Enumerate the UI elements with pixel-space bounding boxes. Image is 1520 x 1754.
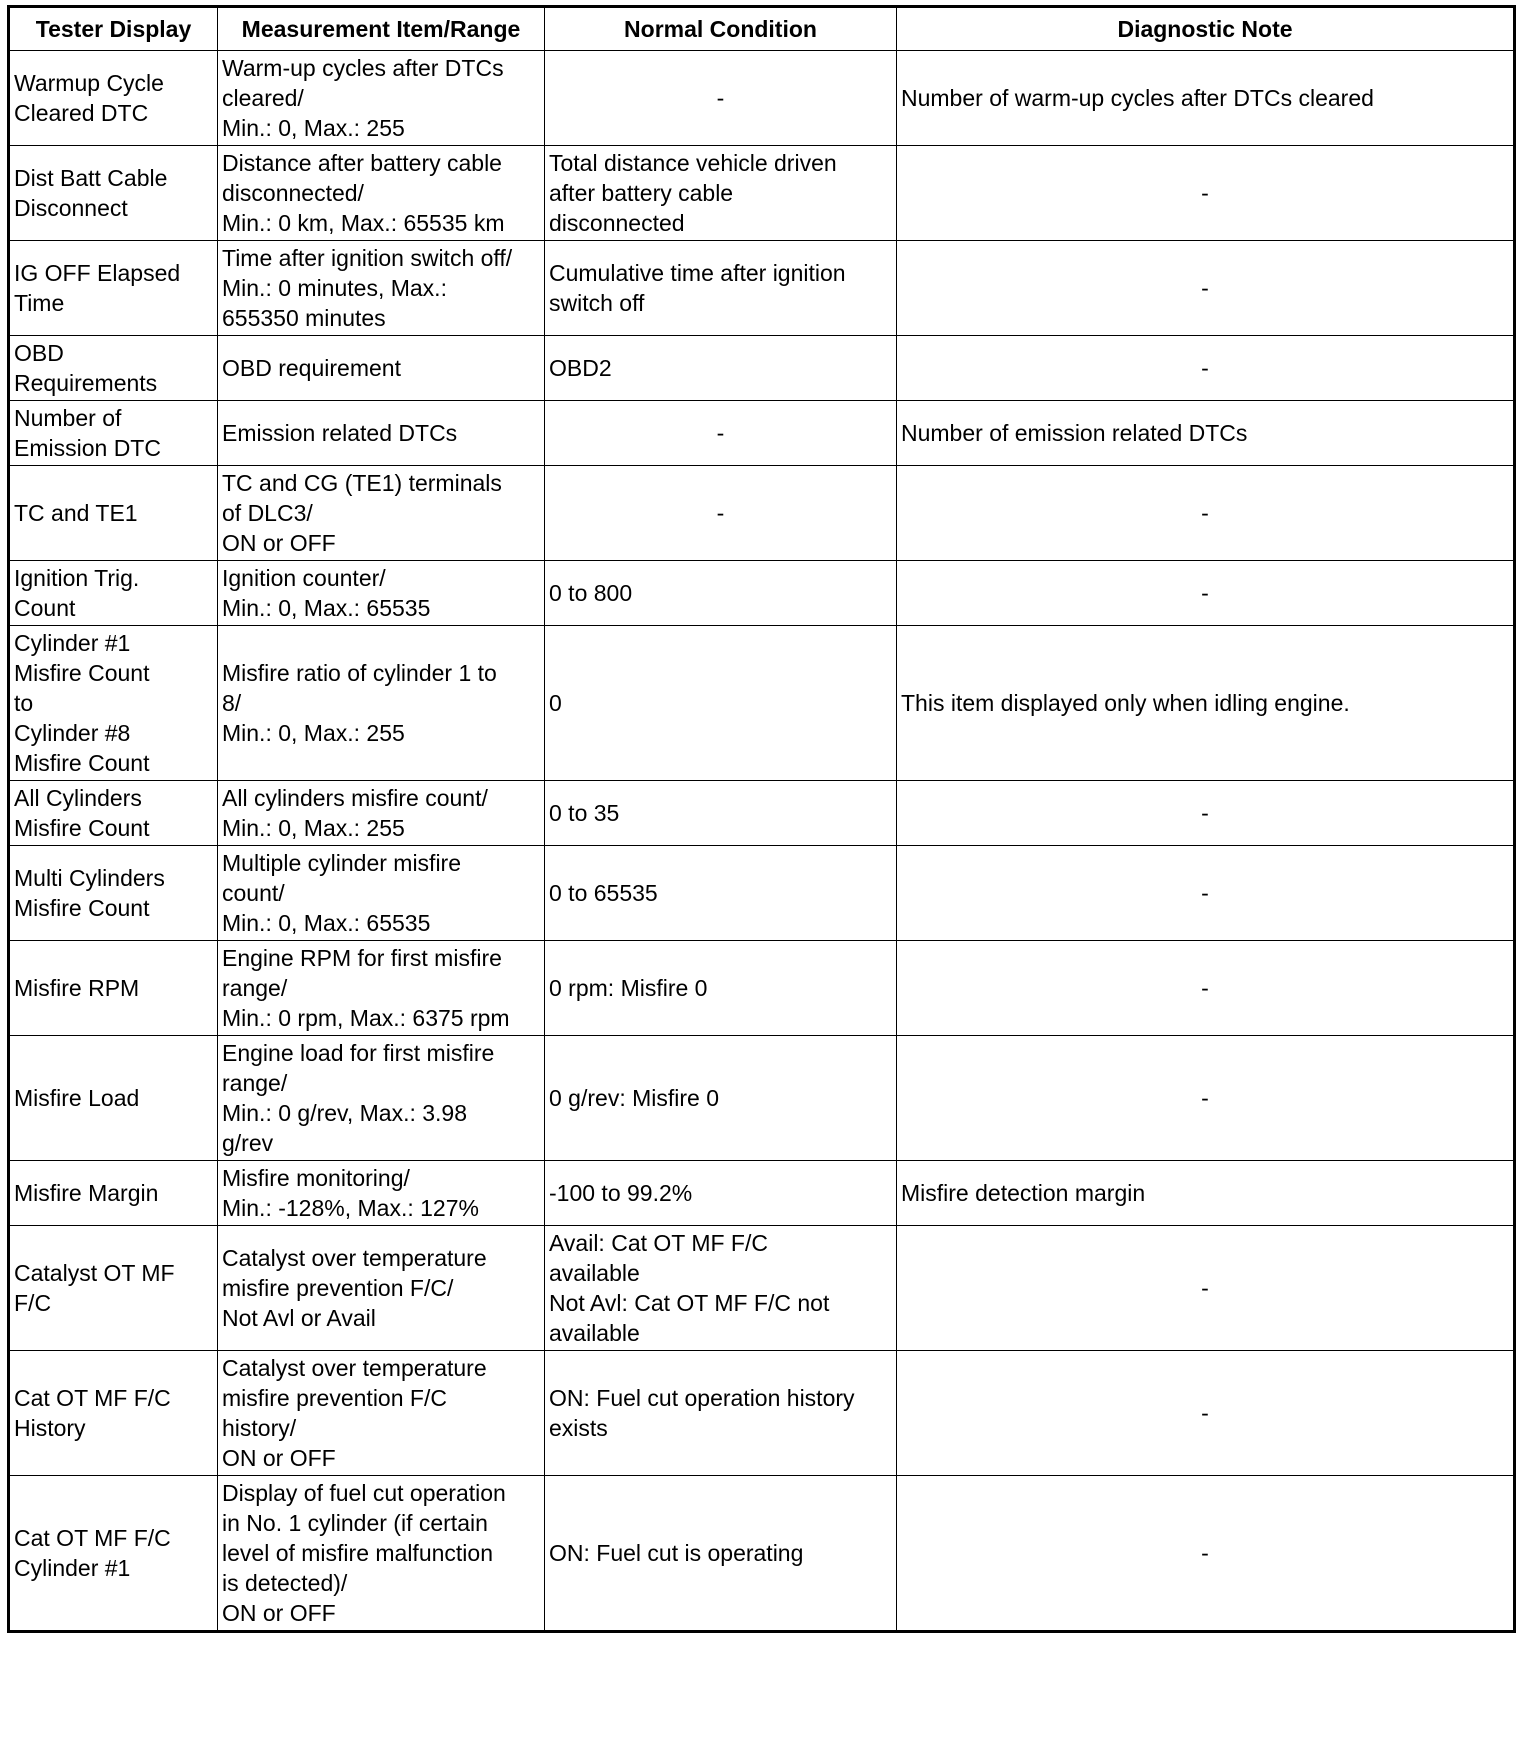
cell-diagnostic-note: - xyxy=(897,1226,1515,1351)
cell-diagnostic-note: - xyxy=(897,336,1515,401)
cell-normal-condition: - xyxy=(545,401,897,466)
cell-measurement-item: TC and CG (TE1) terminals of DLC3/ ON or OFF xyxy=(218,466,545,561)
cell-diagnostic-note: Number of emission related DTCs xyxy=(897,401,1515,466)
header-row xyxy=(9,7,1515,51)
header-diagnostic-note: Diagnostic Note xyxy=(897,7,1515,51)
cell-diagnostic-note: Number of warm-up cycles after DTCs cleared xyxy=(897,51,1515,146)
table-row xyxy=(9,781,1515,846)
cell-normal-condition: - xyxy=(545,466,897,561)
cell-diagnostic-note: - xyxy=(897,941,1515,1036)
cell-diagnostic-note: - xyxy=(897,561,1515,626)
table-row xyxy=(9,941,1515,1036)
table-row xyxy=(9,466,1515,561)
cell-tester-display: IG OFF Elapsed Time xyxy=(9,241,218,336)
cell-measurement-item: Emission related DTCs xyxy=(218,401,545,466)
cell-tester-display: Catalyst OT MF F/C xyxy=(9,1226,218,1351)
cell-normal-condition: 0 to 65535 xyxy=(545,846,897,941)
cell-diagnostic-note: - xyxy=(897,1476,1515,1632)
cell-diagnostic-note: - xyxy=(897,781,1515,846)
cell-measurement-item: Multiple cylinder misfire count/ Min.: 0, Max.: 65535 xyxy=(218,846,545,941)
cell-measurement-item: All cylinders misfire count/ Min.: 0, Max.: 255 xyxy=(218,781,545,846)
cell-diagnostic-note: - xyxy=(897,466,1515,561)
table-row xyxy=(9,51,1515,146)
header-measurement-item-range: Measurement Item/Range xyxy=(218,7,545,51)
cell-tester-display: OBD Requirements xyxy=(9,336,218,401)
cell-normal-condition: OBD2 xyxy=(545,336,897,401)
cell-measurement-item: Warm-up cycles after DTCs cleared/ Min.: 0, Max.: 255 xyxy=(218,51,545,146)
cell-normal-condition: ON: Fuel cut is operating xyxy=(545,1476,897,1632)
cell-tester-display: Ignition Trig. Count xyxy=(9,561,218,626)
table-row xyxy=(9,336,1515,401)
cell-measurement-item: Ignition counter/ Min.: 0, Max.: 65535 xyxy=(218,561,545,626)
cell-measurement-item: Catalyst over temperature misfire prevention F/C/ Not Avl or Avail xyxy=(218,1226,545,1351)
cell-tester-display: Number of Emission DTC xyxy=(9,401,218,466)
cell-tester-display: TC and TE1 xyxy=(9,466,218,561)
cell-measurement-item: Misfire ratio of cylinder 1 to 8/ Min.: 0, Max.: 255 xyxy=(218,626,545,781)
cell-diagnostic-note: - xyxy=(897,146,1515,241)
cell-diagnostic-note: Misfire detection margin xyxy=(897,1161,1515,1226)
cell-measurement-item: Misfire monitoring/ Min.: -128%, Max.: 127% xyxy=(218,1161,545,1226)
table-row xyxy=(9,1476,1515,1632)
cell-tester-display: Cylinder #1 Misfire Count to Cylinder #8 Misfire Count xyxy=(9,626,218,781)
cell-normal-condition: ON: Fuel cut operation history exists xyxy=(545,1351,897,1476)
cell-tester-display: Warmup Cycle Cleared DTC xyxy=(9,51,218,146)
cell-tester-display: Cat OT MF F/C Cylinder #1 xyxy=(9,1476,218,1632)
table-row xyxy=(9,1226,1515,1351)
cell-normal-condition: Total distance vehicle driven after battery cable disconnected xyxy=(545,146,897,241)
cell-normal-condition: - xyxy=(545,51,897,146)
table-row xyxy=(9,1351,1515,1476)
cell-tester-display: Multi Cylinders Misfire Count xyxy=(9,846,218,941)
cell-tester-display: All Cylinders Misfire Count xyxy=(9,781,218,846)
cell-measurement-item: Engine load for first misfire range/ Min.: 0 g/rev, Max.: 3.98 g/rev xyxy=(218,1036,545,1161)
table-row xyxy=(9,146,1515,241)
cell-diagnostic-note: - xyxy=(897,1351,1515,1476)
cell-tester-display: Misfire Margin xyxy=(9,1161,218,1226)
cell-tester-display: Misfire RPM xyxy=(9,941,218,1036)
cell-normal-condition: -100 to 99.2% xyxy=(545,1161,897,1226)
cell-diagnostic-note: This item displayed only when idling engine. xyxy=(897,626,1515,781)
cell-measurement-item: Time after ignition switch off/ Min.: 0 minutes, Max.: 655350 minutes xyxy=(218,241,545,336)
cell-tester-display: Misfire Load xyxy=(9,1036,218,1161)
data-table-container xyxy=(7,5,1513,1633)
table-row xyxy=(9,1036,1515,1161)
table-row xyxy=(9,626,1515,781)
cell-normal-condition: Cumulative time after ignition switch off xyxy=(545,241,897,336)
tester-display-table xyxy=(7,5,1516,1633)
table-row xyxy=(9,241,1515,336)
cell-diagnostic-note: - xyxy=(897,1036,1515,1161)
cell-tester-display: Cat OT MF F/C History xyxy=(9,1351,218,1476)
header-tester-display: Tester Display xyxy=(9,7,218,51)
header-normal-condition: Normal Condition xyxy=(545,7,897,51)
cell-normal-condition: 0 xyxy=(545,626,897,781)
cell-normal-condition: 0 to 800 xyxy=(545,561,897,626)
cell-diagnostic-note: - xyxy=(897,846,1515,941)
cell-normal-condition: 0 g/rev: Misfire 0 xyxy=(545,1036,897,1161)
cell-measurement-item: Catalyst over temperature misfire prevention F/C history/ ON or OFF xyxy=(218,1351,545,1476)
cell-normal-condition: 0 to 35 xyxy=(545,781,897,846)
cell-measurement-item: Engine RPM for first misfire range/ Min.: 0 rpm, Max.: 6375 rpm xyxy=(218,941,545,1036)
cell-measurement-item: OBD requirement xyxy=(218,336,545,401)
table-row xyxy=(9,561,1515,626)
table-row xyxy=(9,1161,1515,1226)
cell-diagnostic-note: - xyxy=(897,241,1515,336)
table-row xyxy=(9,401,1515,466)
cell-normal-condition: Avail: Cat OT MF F/C available Not Avl: Cat OT MF F/C not available xyxy=(545,1226,897,1351)
table-row xyxy=(9,846,1515,941)
cell-normal-condition: 0 rpm: Misfire 0 xyxy=(545,941,897,1036)
cell-tester-display: Dist Batt Cable Disconnect xyxy=(9,146,218,241)
cell-measurement-item: Distance after battery cable disconnected/ Min.: 0 km, Max.: 65535 km xyxy=(218,146,545,241)
cell-measurement-item: Display of fuel cut operation in No. 1 cylinder (if certain level of misfire malfunction is detected)/ ON or OFF xyxy=(218,1476,545,1632)
